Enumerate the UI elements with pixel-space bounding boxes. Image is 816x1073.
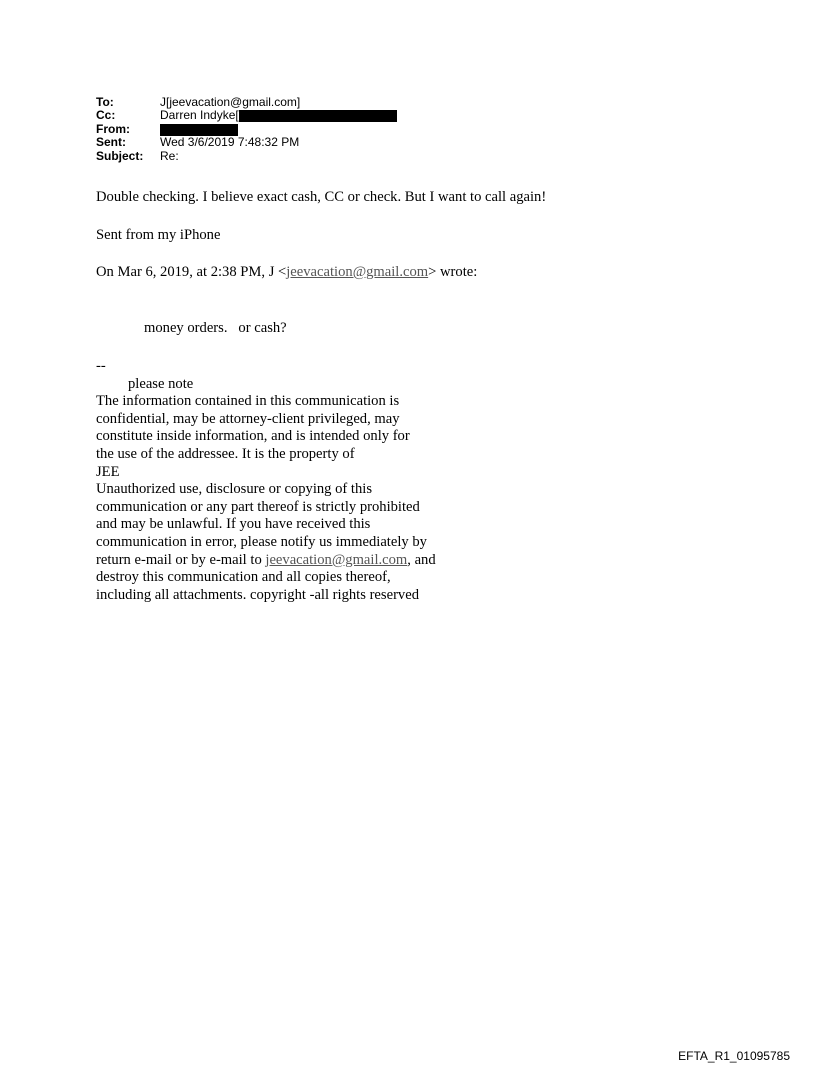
disclaimer-line: communication or any part thereof is strictly prohibited	[96, 498, 420, 515]
to-value: J[jeevacation@gmail.com]	[160, 95, 301, 109]
quote-intro	[96, 264, 477, 281]
document-id: EFTA_R1_01095785	[678, 1049, 790, 1063]
disclaimer-line-before: return e-mail or by e-mail to	[96, 551, 266, 568]
separator: --	[96, 358, 106, 374]
disclaimer-line	[96, 552, 436, 570]
subject-label: Subject:	[96, 148, 144, 163]
disclaimer-line: the use of the addressee. It is the property of	[96, 445, 355, 462]
subject-row	[96, 150, 397, 163]
sent-value: Wed 3/6/2019 7:48:32 PM	[160, 135, 300, 150]
from-value-wrap	[160, 123, 238, 136]
disclaimer-line: JEE	[96, 463, 120, 480]
from-row	[96, 123, 397, 136]
to-row	[96, 96, 397, 109]
disclaimer-line: communication in error, please notify us immediately by	[96, 533, 427, 550]
quote-intro-after: > wrote:	[428, 264, 478, 280]
subject-value: Re:	[160, 148, 179, 163]
disclaimer-line: and may be unlawful. If you have received this	[96, 516, 371, 533]
sent-row	[96, 136, 397, 149]
from-redaction	[160, 124, 238, 136]
email-header	[96, 96, 397, 163]
cc-redaction	[239, 110, 397, 122]
cc-value-wrap	[160, 109, 397, 122]
quoted-message: money orders. or cash?	[144, 320, 287, 336]
disclaimer-line: Unauthorized use, disclosure or copying of this	[96, 481, 373, 498]
disclaimer	[96, 358, 436, 604]
disclaimer-email-link[interactable]: jeevacation@gmail.com	[265, 551, 408, 568]
cc-value: Darren Indyke[	[160, 108, 239, 123]
signature: Sent from my iPhone	[96, 227, 221, 243]
disclaimer-line: destroy this communication and all copies thereof,	[96, 569, 391, 586]
disclaimer-line: The information contained in this communication is	[96, 393, 400, 410]
cc-row	[96, 109, 397, 122]
quote-email-link[interactable]: jeevacation@gmail.com	[286, 264, 429, 280]
quote-intro-before: On Mar 6, 2019, at 2:38 PM, J <	[96, 264, 287, 280]
cc-label: Cc:	[96, 108, 116, 123]
disclaimer-line: including all attachments. copyright -all rights reserved	[96, 586, 419, 603]
message-body: Double checking. I believe exact cash, CC or check. But I want to call again!	[96, 189, 547, 205]
please-note: please note	[128, 375, 194, 392]
sent-label: Sent:	[96, 135, 126, 150]
to-label: To:	[96, 95, 114, 109]
disclaimer-line: constitute inside information, and is intended only for	[96, 428, 410, 445]
from-label: From:	[96, 121, 130, 136]
disclaimer-line-after: , and	[407, 551, 436, 568]
disclaimer-line: confidential, may be attorney-client privileged, may	[96, 410, 400, 427]
